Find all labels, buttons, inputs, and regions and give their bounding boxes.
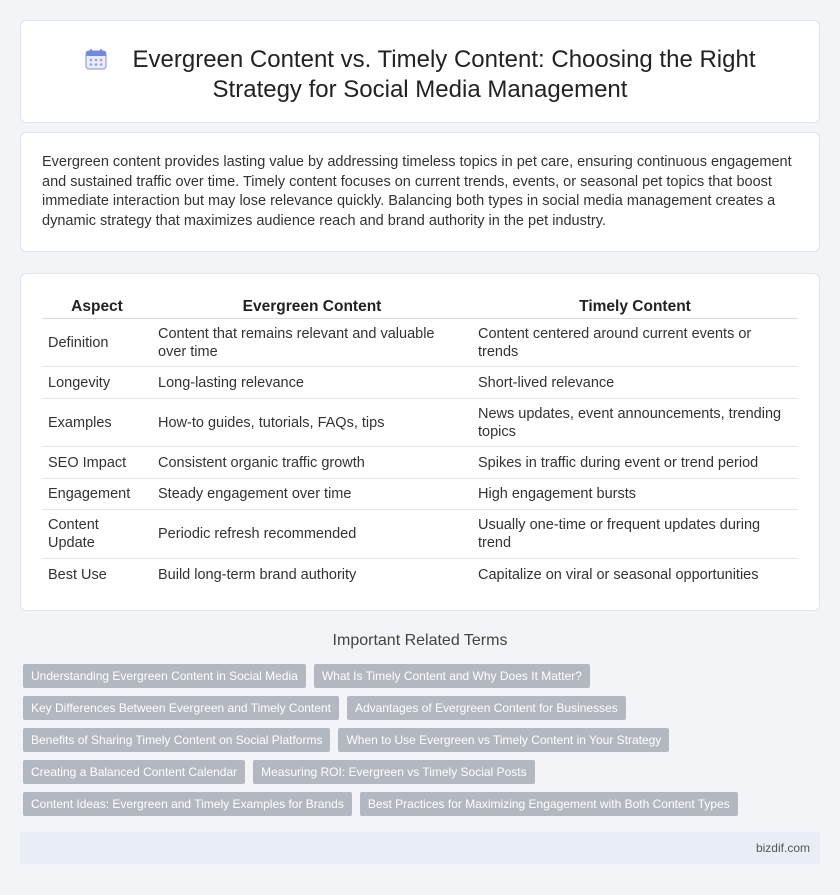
tag-row xyxy=(23,792,823,824)
table-cell: Content Update xyxy=(42,510,152,559)
intro-card xyxy=(20,132,820,252)
table-cell: Capitalize on viral or seasonal opportunities xyxy=(478,566,759,583)
tag-row xyxy=(23,696,823,728)
related-term-link[interactable]: Benefits of Sharing Timely Content on Social Platforms xyxy=(23,728,330,752)
table-cell: How-to guides, tutorials, FAQs, tips xyxy=(152,399,472,447)
page-title-text: Evergreen Content vs. Timely Content: Choosing the Right Strategy for Social Media Management xyxy=(132,46,756,103)
table-row xyxy=(42,479,798,510)
table-cell: Examples xyxy=(42,399,152,447)
tag-row xyxy=(23,728,823,760)
footer-site-link[interactable]: bizdif.com xyxy=(755,841,810,855)
table-row xyxy=(42,367,798,399)
page-title xyxy=(41,45,799,105)
related-term-link[interactable]: Measuring ROI: Evergreen vs Timely Social Posts xyxy=(253,760,534,784)
table-cell: Definition xyxy=(42,319,152,367)
table-cell: Build long-term brand authority xyxy=(158,566,357,583)
related-term-link[interactable]: When to Use Evergreen vs Timely Content in Your Strategy xyxy=(338,728,669,752)
related-term-link[interactable]: Creating a Balanced Content Calendar xyxy=(23,760,245,784)
related-term-link[interactable]: Advantages of Evergreen Content for Businesses xyxy=(347,696,626,720)
related-term-link[interactable]: Understanding Evergreen Content in Social Media xyxy=(23,664,306,688)
comparison-table xyxy=(42,295,798,590)
related-terms-list xyxy=(23,664,823,824)
table-cell: Content centered around current events or trends xyxy=(472,319,798,367)
table-cell: Long-lasting relevance xyxy=(152,367,472,399)
header-aspect: Aspect xyxy=(42,295,152,319)
related-terms-title: Important Related Terms xyxy=(332,632,508,649)
table-cell: High engagement bursts xyxy=(472,479,798,510)
table-cell: Short-lived relevance xyxy=(472,367,798,399)
table-cell: Periodic refresh recommended xyxy=(152,510,472,559)
related-term-link[interactable]: Best Practices for Maximizing Engagement with Both Content Types xyxy=(360,792,738,816)
header-timely: Timely Content xyxy=(472,295,798,319)
table-row xyxy=(42,510,798,559)
related-term-link[interactable]: Content Ideas: Evergreen and Timely Examples for Brands xyxy=(23,792,352,816)
table-cell: Steady engagement over time xyxy=(152,479,472,510)
table-cell: Consistent organic traffic growth xyxy=(152,447,472,479)
footer xyxy=(20,832,820,864)
table-row xyxy=(42,319,798,367)
intro-paragraph: Evergreen content provides lasting value by addressing timeless topics in pet care, ensuring continuous engagement and sustained traffic over time. Timely content focuses on current trends, events, or seasonal pet topics that boost immediate interaction but may lose relevance quickly. Balancing both types in social media management creates a dynamic strategy that maximizes audience reach and brand authority in the pet industry. xyxy=(42,154,792,229)
table-cell: Spikes in traffic during event or trend period xyxy=(472,447,798,479)
related-term-link[interactable]: Key Differences Between Evergreen and Timely Content xyxy=(23,696,339,720)
tag-row xyxy=(23,760,823,792)
table-cell: Engagement xyxy=(42,479,152,510)
table-row xyxy=(42,559,798,590)
related-term-link[interactable]: What Is Timely Content and Why Does It Matter? xyxy=(314,664,590,688)
calendar-icon xyxy=(85,48,107,70)
table-cell: Content that remains relevant and valuable over time xyxy=(152,319,472,367)
table-cell: Longevity xyxy=(42,367,152,399)
table-row xyxy=(42,399,798,447)
table-cell: Best Use xyxy=(48,566,107,583)
tag-row xyxy=(23,664,823,696)
table-row xyxy=(42,447,798,479)
table-header-row xyxy=(42,295,798,319)
table-cell: Usually one-time or frequent updates during trend xyxy=(472,510,798,559)
comparison-card xyxy=(20,273,820,611)
header-evergreen: Evergreen Content xyxy=(152,295,472,319)
table-cell: News updates, event announcements, trending topics xyxy=(472,399,798,447)
title-card xyxy=(20,20,820,123)
table-cell: SEO Impact xyxy=(42,447,152,479)
